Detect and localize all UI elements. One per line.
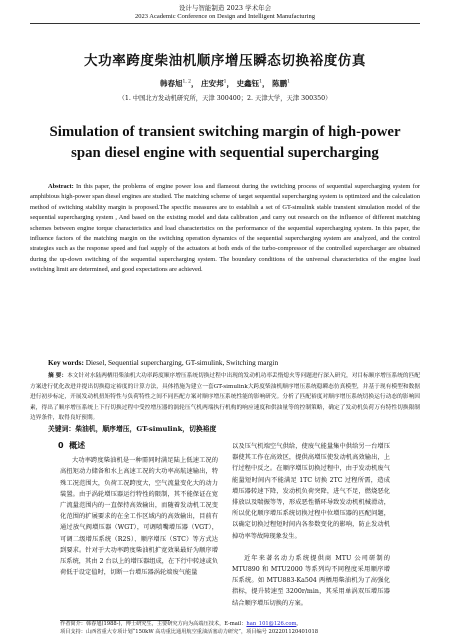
abstract-cn-label: 摘 要： bbox=[48, 373, 68, 379]
keywords-en-text: Diesel, Sequential supercharging, GT-simulink, Switching margin bbox=[85, 358, 279, 367]
title-en: Simulation of transient switching margin of high-power span diesel engine with sequential supercharging bbox=[49, 124, 401, 161]
author-sep: ， bbox=[262, 79, 270, 88]
author-name: 韩春旭 bbox=[159, 79, 183, 88]
conference-name-cn: 设计与智能制造 2023 学术年会 bbox=[178, 4, 272, 12]
author-affil-mark: 1 bbox=[287, 79, 291, 85]
author-email-link[interactable]: han_101@126.com bbox=[246, 621, 297, 627]
section-heading bbox=[58, 440, 218, 451]
keywords-cn-text: 柴油机，顺序增压，GT-simulink，切换裕度 bbox=[75, 425, 217, 433]
keywords-en bbox=[48, 358, 278, 367]
footnote-author: 作者简介：韩春旭(1988-)，博士研究生，主要研究方向为高端压技术，E-mail： bbox=[60, 621, 247, 627]
section-number: 0 bbox=[58, 441, 64, 450]
title-cn: 大功率跨度柴油机顺序增压瞬态切换裕度仿真 bbox=[84, 53, 366, 69]
body-paragraph: 近年来著名动力系统提供商 MTU 公司研制的 MTU890 和 MTU2000 等系列均不同程度采用顺序增压系统。如 MTU883-Ka504 两栖用柴油机为了高强化指标，提升转速至 3200r/min，其采用单涡双压增压器结合顺序增压切换的方案。 bbox=[232, 554, 390, 607]
affiliation: （1. 中国北方发动机研究所，天津 300400；2. 天津大学，天津 300350） bbox=[118, 95, 332, 102]
body-column-right bbox=[232, 441, 390, 609]
author-name: 史鑫钰 bbox=[236, 79, 260, 88]
footnote-author-end: 。 bbox=[296, 621, 302, 627]
abstract-en-label: Abstract: bbox=[48, 183, 74, 190]
abstract-cn bbox=[30, 371, 420, 424]
author-affil-mark: 1 bbox=[223, 79, 227, 85]
author-sep: ， bbox=[226, 79, 235, 88]
author-list bbox=[0, 78, 450, 89]
body-paragraph: 以及压气机端空气供给，使废气能量集中供给另一台增压器使其工作在高效区，提供高增压使发动机高效输出，上行过程中反之。在顺序增压切换过程中，由于发动机废气能量短时间内不能满足 1TC 切换 2TC 过程所需，造成增压器转速下降，发动机负荷突降，进气不足，燃烧恶化排放以及喘振等等，形成恶性循环导致发动机机械滑动，所以优化顺序增压系统切换过程中位增压器的匹配问题，以确定切换过程短时间内各参数变化的影响，防止发动机掉功率等故障现象发生。 bbox=[232, 443, 390, 540]
abstract-en-text: In this paper, the problems of engine power loss and flameout during the switching process of sequential supercharging system for amphibious high-power span diesel engines are studied. The matching scheme of target sequential supercharging system is optimized and the calculation method of switching stability margin is proposed.The specific measures are to establish a set of GT-simulink stable transient simulation model of the sequential supercharging system , And based on the existing model and data calibration ,and carry out research on the influence of different matching schemes between engine torque characteristics and load characteristics on the performance of the sequential supercharging system. In this paper, the influence factors of the matching margin on the switching operation dynamics of the sequential supercharging system are analyzed, and the control strategies such as the response speed and fuel supply of the actuators at both ends of the turbo-compressor of the controlled supercharger are obtained during the up-down switching of the sequential supercharging system. The boundary conditions of the universal characteristics of the engine load switching limit are determined, and good expectations are achieved. bbox=[30, 183, 420, 274]
body-column-left bbox=[60, 440, 218, 578]
author-name: 庄安邦 bbox=[201, 79, 224, 88]
footnote-funding: 项目支持：山西省重大专项计划“150kW 高功重比通用航空重油活塞动力研究”，项目编号 202201120401018 bbox=[60, 628, 319, 635]
keywords-cn-label: 关键词： bbox=[48, 425, 76, 433]
body-paragraph: 大功率跨度柴油机是一种需同时满足陆上低速工况的高扭矩动力储备和水上高速工况的大功率高航速输出，特殊工况范围大，负荷工况跨度大，空气流量变化大的动力装置。由于涡轮增压器运行特性的限制，其不能保证在宽广流量范围内的一直保持高效输出，而随着发动机工况变化范围的扩展要求的在全工作区域内的高效输出，目前有通过放气阀增压器（WGT），可调喷嘴增压器（VGT），可调二级增压系统（R2S）、顺序增压（STC）等方式达到要求。针对于大功率跨度柴油机扩宽效果最好为顺序增压系统，其由 2 台以上的增压器组成，在下行中转速或负荷低于设定值时，切断一台增压器涡轮端废气能量 bbox=[60, 457, 218, 577]
abstract-cn-text: 本文针对水陆两栖用柴油机大功率跨度顺序增压系统切换过程中出现的发动机功率丢惰熄火等问题进行深入研究，对目标顺序增压系统的匹配方案进行优化改进并提出切换稳定裕度的计算方法，具体措施为建立一套GT-simulink大跨度柴油机顺序增压系统稳瞬态仿真模型，并基于现有模型和数据进行初步标定，开展发动机扭矩特性与负荷特性之间不同匹配方案对顺序增压系统性能的影响研究。分析了匹配裕度对顺序增压系统切换运行动态的影响因素，得出了顺序增压系统上下行切换过程中受控增压器的涡轮压气机两端执行机构的响应速度和供油量等的控制策略，确定了发动机负荷万有特性切换限制边界条件，取得良好预期。 bbox=[30, 373, 421, 421]
author-sep: ， bbox=[191, 79, 199, 88]
author-affil-mark: 1, 2 bbox=[182, 79, 192, 85]
footnote bbox=[60, 621, 400, 636]
author-name: 陈鹏 bbox=[272, 79, 288, 88]
author-affil-mark: 1 bbox=[259, 79, 263, 85]
conference-name-en: 2023 Academic Conference on Design and Intelligent Manufacturing bbox=[135, 13, 315, 20]
section-title: 概述 bbox=[69, 441, 86, 450]
keywords-en-label: Key words: bbox=[48, 358, 84, 367]
abstract-en bbox=[30, 182, 420, 276]
header-rule bbox=[30, 23, 420, 24]
keywords-cn bbox=[48, 423, 216, 433]
page-header bbox=[0, 4, 450, 21]
